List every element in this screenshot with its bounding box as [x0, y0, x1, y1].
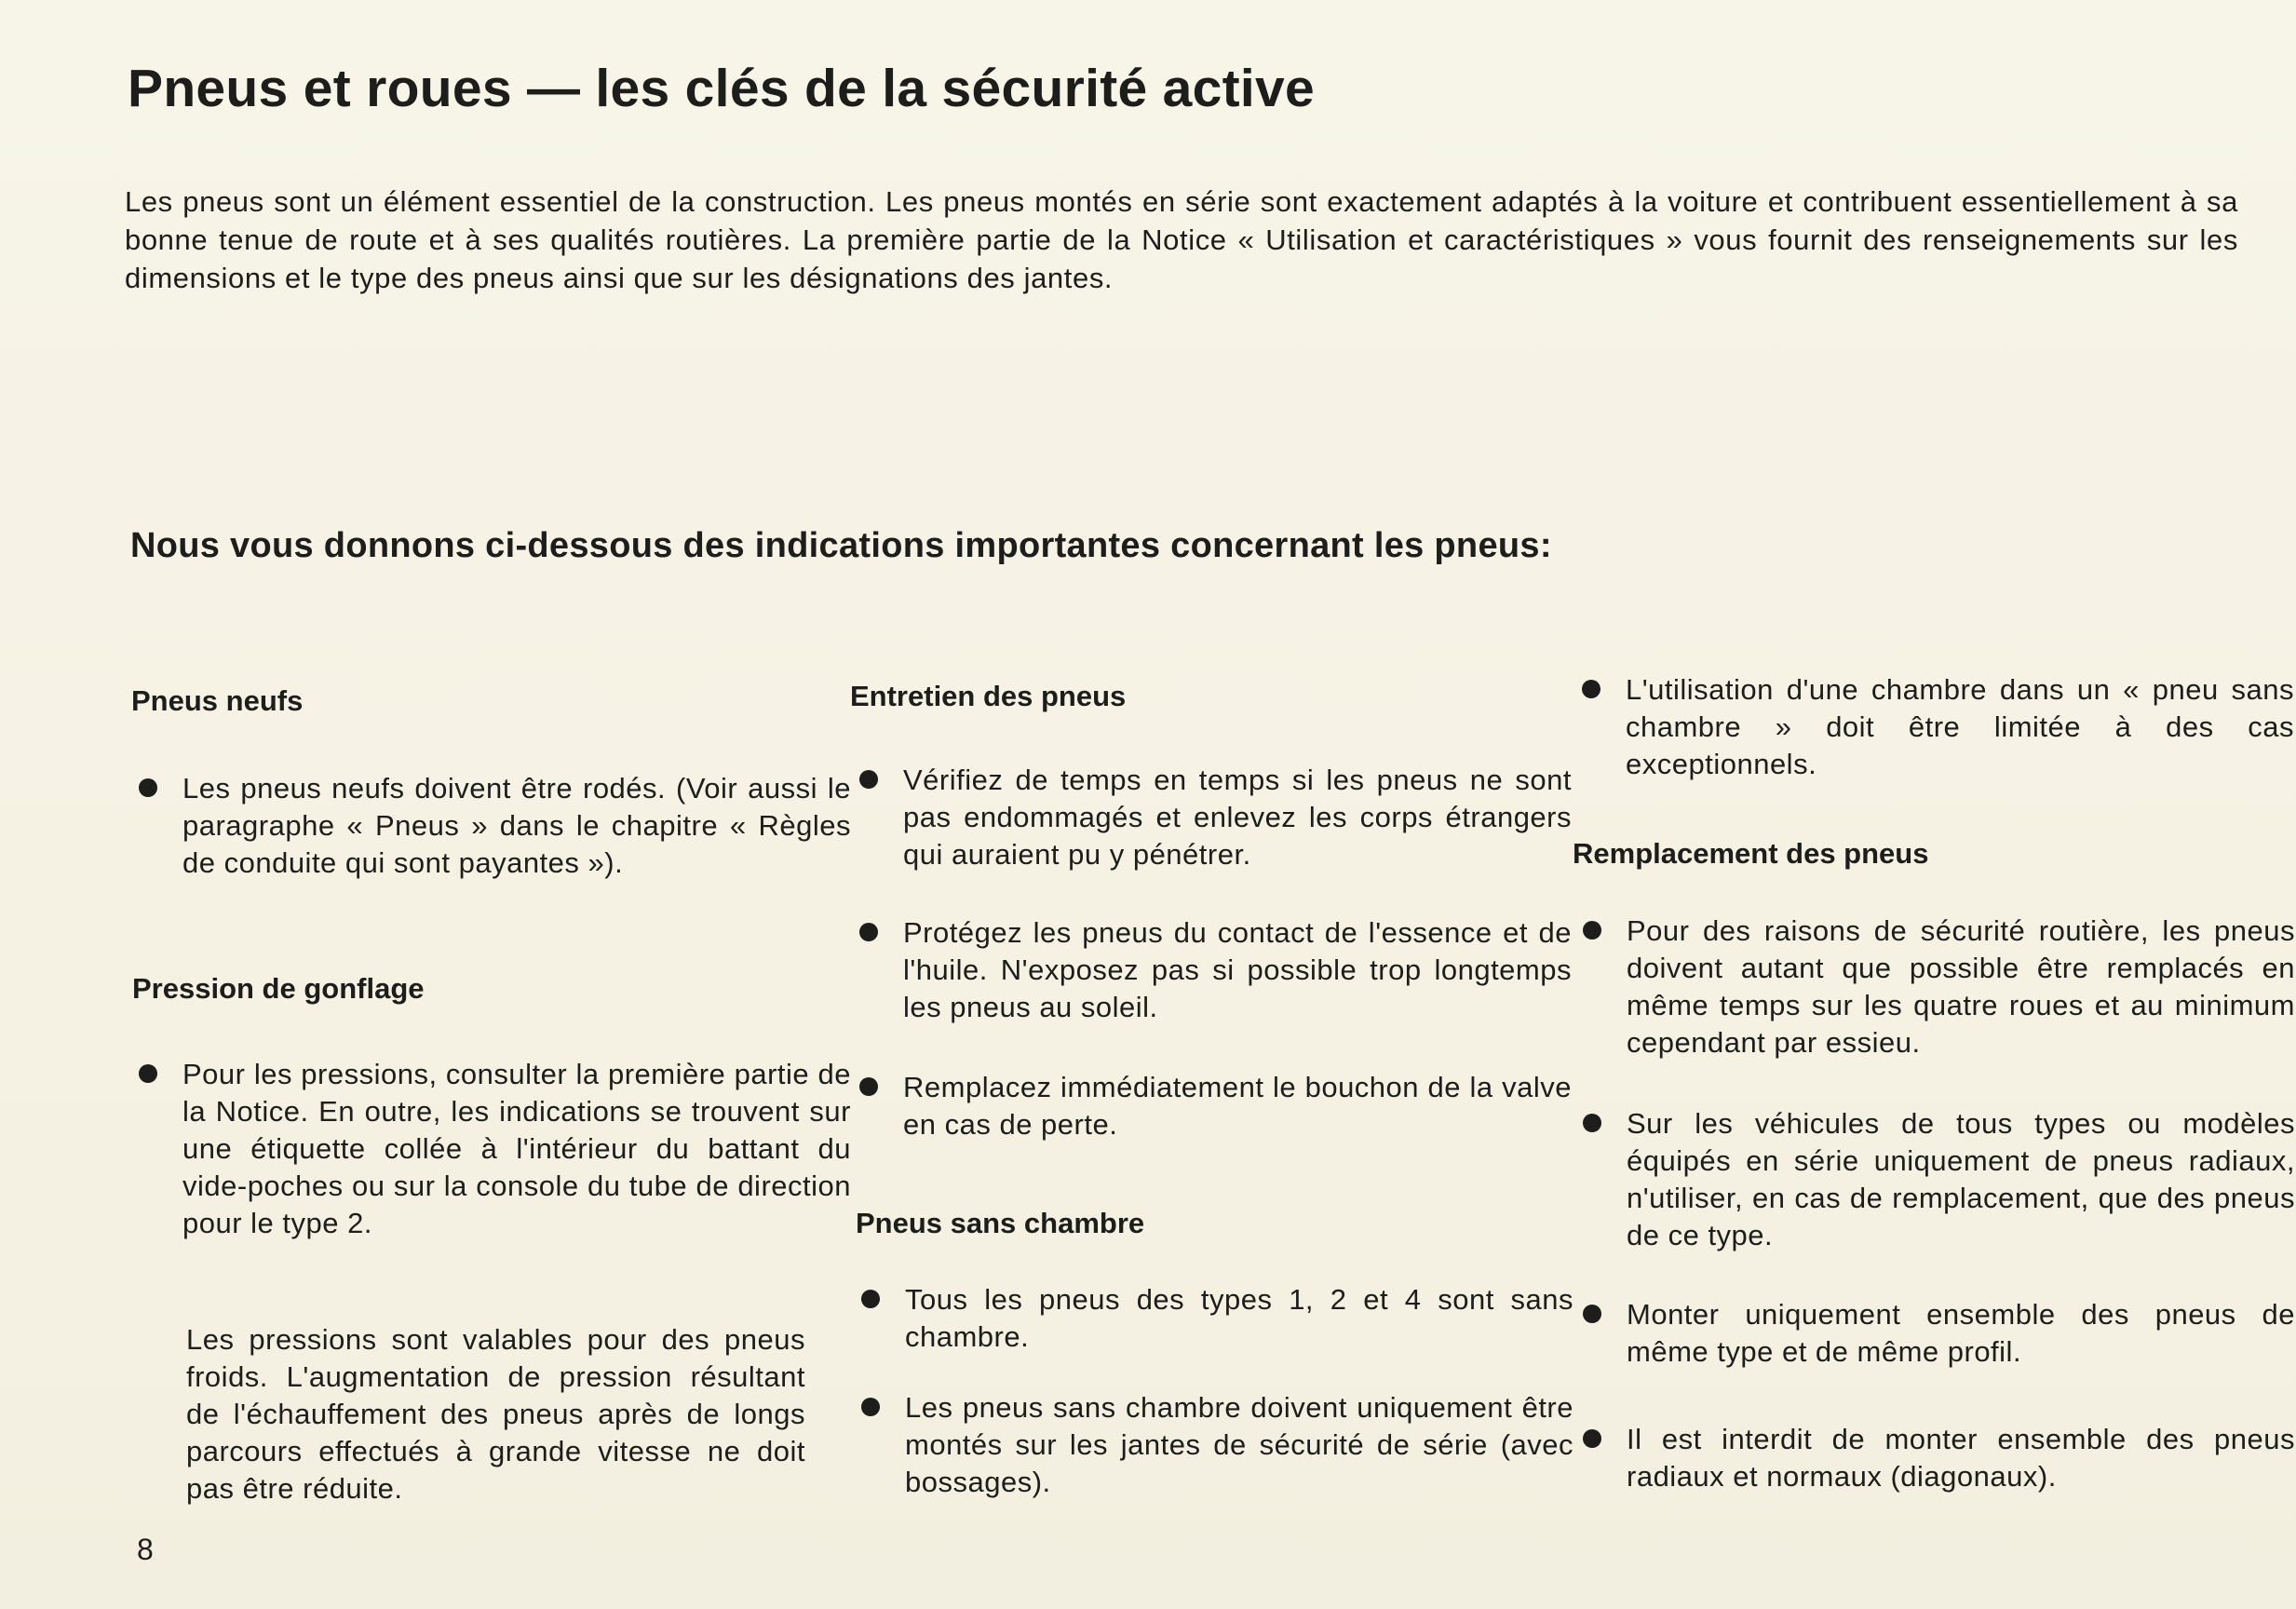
bullet-dot	[859, 770, 878, 789]
bullet-item	[135, 770, 851, 882]
bullet-text: Vérifiez de temps en temps si les pneus ne sont pas endommagés et enlevez les corps étrangers qui auraient pu y pénétrer.	[903, 764, 1572, 871]
subheading-pression-de-gonflage: Pression de gonflage	[132, 972, 425, 1005]
page-number: 8	[137, 1533, 154, 1566]
bullet-item	[858, 1281, 1573, 1356]
bullet-item	[1579, 1296, 2295, 1371]
bullet-dot	[1583, 1114, 1601, 1132]
bullet-text: L'utilisation d'une chambre dans un « pneu sans chambre » doit être limitée à des cas exceptionnels.	[1626, 673, 2294, 780]
bullet-dot	[139, 778, 157, 797]
bullet-text: Protégez les pneus du contact de l'essence et de l'huile. N'exposez pas si possible trop longtemps les pneus au soleil.	[903, 916, 1572, 1023]
subheading-entretien-des-pneus: Entretien des pneus	[850, 680, 1127, 712]
intro-paragraph: Les pneus sont un élément essentiel de la construction. Les pneus montés en série sont exactement adaptés à la voiture et contribuent essentiellement à sa bonne tenue de route et à ses qualités routières. La première partie de la Notice « Utilisation et caractéristiques » vous fournit des renseignements sur les dimensions et le type des pneus ainsi que sur les désignations des jantes.	[125, 185, 2238, 294]
bullet-item	[1579, 913, 2295, 1061]
bullet-item	[856, 1069, 1572, 1143]
bullet-text: Les pneus neufs doivent être rodés. (Voir aussi le paragraphe « Pneus » dans le chapitre « Règles de conduite qui sont payantes »).	[182, 772, 851, 879]
bullet-dot	[859, 923, 878, 941]
bullet-item	[135, 1056, 851, 1242]
bullet-dot	[859, 1077, 878, 1096]
bullet-dot	[861, 1290, 880, 1308]
section-heading: Nous vous donnons ci-dessous des indications importantes concernant les pneus:	[130, 526, 1552, 565]
bullet-dot	[1583, 921, 1601, 940]
bullet-text: Monter uniquement ensemble des pneus de même type et de même profil.	[1627, 1298, 2295, 1368]
page-title: Pneus et roues — les clés de la sécurité active	[128, 59, 1316, 118]
bullet-item	[1579, 1105, 2295, 1254]
subheading-pneus-sans-chambre: Pneus sans chambre	[856, 1207, 1145, 1239]
bullet-text: Pour des raisons de sécurité routière, les pneus doivent autant que possible être remplacés en même temps sur les quatre roues et au minimum cependant par essieu.	[1627, 914, 2295, 1059]
bullet-item	[1579, 1421, 2295, 1495]
bullet-text: Les pneus sans chambre doivent uniquement être montés sur les jantes de sécurité de série (avec bossages).	[905, 1391, 1573, 1498]
bullet-dot	[1582, 680, 1600, 698]
subheading-pneus-neufs: Pneus neufs	[131, 684, 304, 717]
bullet-item	[856, 914, 1572, 1026]
bullet-text: Tous les pneus des types 1, 2 et 4 sont sans chambre.	[905, 1283, 1573, 1353]
subheading-remplacement-des-pneus: Remplacement des pneus	[1573, 837, 1929, 870]
bullet-item	[858, 1389, 1573, 1501]
bullet-dot	[1583, 1429, 1601, 1448]
pression-note-paragraph: Les pressions sont valables pour des pneus froids. L'augmentation de pression résultant de l'échauffement des pneus après de longs parcours effectués à grande vitesse ne doit pas être réduite.	[186, 1323, 805, 1505]
bullet-text: Pour les pressions, consulter la première partie de la Notice. En outre, les indications se trouvent sur une étiquette collée à l'intérieur du battant du vide-poches ou sur la console du tube de direction pour le type 2.	[182, 1058, 851, 1239]
bullet-dot	[1583, 1305, 1601, 1323]
bullet-item	[856, 762, 1572, 873]
bullet-dot	[861, 1398, 880, 1416]
bullet-text: Sur les véhicules de tous types ou modèles équipés en série uniquement de pneus radiaux, n'utiliser, en cas de remplacement, que des pneus de ce type.	[1627, 1107, 2295, 1251]
bullet-dot	[139, 1064, 157, 1083]
bullet-item	[1578, 671, 2294, 783]
bullet-text: Remplacez immédiatement le bouchon de la valve en cas de perte.	[903, 1071, 1572, 1141]
bullet-text: Il est interdit de monter ensemble des pneus radiaux et normaux (diagonaux).	[1627, 1423, 2295, 1493]
